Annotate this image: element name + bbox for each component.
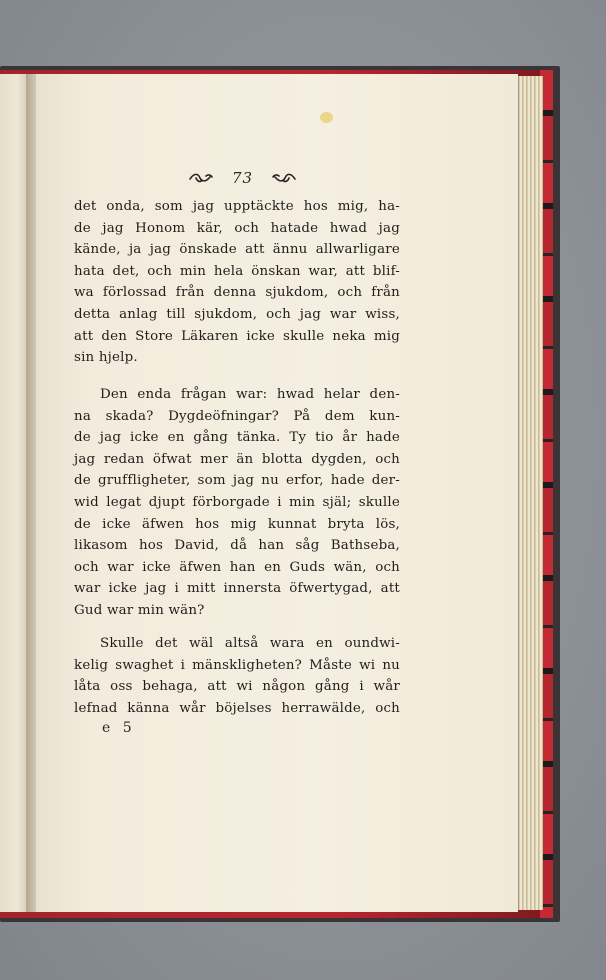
text-line: jag redan öfwat mer än blotta dygden, och xyxy=(74,451,400,467)
paper-stain xyxy=(320,112,333,123)
text-line: sin hjelp. xyxy=(74,350,138,366)
text-line: det onda, som jag upptäckte hos mig, ha- xyxy=(74,199,400,214)
text-line: wid legat djupt förborgade i min själ; skulle xyxy=(74,494,400,510)
text-line: Gud war min wän? xyxy=(74,602,205,618)
text-line: kände, ja jag önskade att ännu allwarligare xyxy=(74,242,400,258)
right-ornament-icon xyxy=(271,171,297,185)
text-line: lefnad känna wår böjelses herrawälde, och xyxy=(74,700,400,716)
previous-page-edge xyxy=(0,74,29,912)
text-line: na skada? Dygdeöfningar? På dem kun- xyxy=(74,408,400,424)
text-line: de gruffligheter, som jag nu erfor, hade der- xyxy=(74,473,400,489)
text-line: de jag Honom kär, och hatade hwad jag xyxy=(74,220,400,236)
page-number: 73 xyxy=(231,169,254,187)
text-line: kelig swaghet i mänskligheten? Måste wi nu xyxy=(74,657,400,673)
text-line: Den enda frågan war: hwad helar den- xyxy=(100,387,400,402)
text-line: wa förlossad från denna sjukdom, och från xyxy=(74,285,400,301)
running-head xyxy=(175,167,310,189)
left-ornament-icon xyxy=(188,171,214,185)
text-line: och war icke äfwen han en Guds wän, och xyxy=(74,559,400,575)
paragraph-1 xyxy=(74,196,400,369)
text-line: Skulle det wäl altså wara en oundwi- xyxy=(100,636,400,651)
text-line: hata det, och min hela önskan war, att blif- xyxy=(74,263,400,279)
paragraph-2 xyxy=(74,384,400,622)
text-line: likasom hos David, då han såg Bathseba, xyxy=(74,538,400,554)
text-line: de icke äfwen hos mig kunnat bryta lös, xyxy=(74,516,400,532)
page-fore-edge xyxy=(518,76,543,910)
paragraph-3 xyxy=(74,633,400,719)
text-line: de jag icke en gång tänka. Ty tio år hade xyxy=(74,430,400,446)
text-line: war icke jag i mitt innersta öfwertygad, att xyxy=(74,581,400,597)
text-line: detta anlag till sjukdom, och jag war wiss, xyxy=(74,306,400,322)
text-line: låta oss behaga, att wi någon gång i wår xyxy=(74,679,400,695)
text-line: att den Store Läkaren icke skulle neka mig xyxy=(74,328,400,344)
signature-mark: e 5 xyxy=(102,720,136,736)
